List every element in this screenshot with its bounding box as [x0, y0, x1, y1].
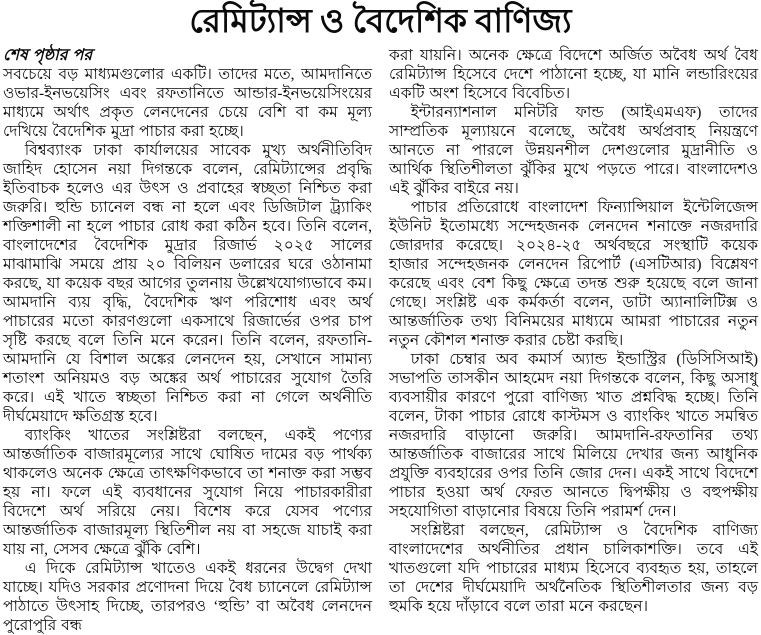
article-paragraph: সংশ্লিষ্টরা বলছেন, রেমিট্যান্স ও বৈদেশিক বাণিজ্য বাংলাদেশের অর্থনীতির প্রধান চালিকাশক্তি। তবে এই খাতগুলো যদি পাচারের মাধ্যম হিসেবে ব্যবহৃত হয়, তাহলে তা দেশের দীর্ঘমেয়াদি অর্থনৈতিক স্থিতিশীলতার জন্য বড় হুমকি হয়ে দাঁড়াবে বলে তারা মনে করছেন। [389, 522, 758, 615]
continuation-note: শেষ পৃষ্ঠার পর [3, 47, 93, 64]
article-paragraph: সবচেয়ে বড় মাধ্যমগুলোর একটি। তাদের মতে, আমদানিতে ওভার-ইনভয়েসিং এবং রফতানিতে আন্ডার-ইনভয়েসিংয়ের মাধ্যমে অর্থাৎ প্রকৃত লেনদেনের চেয়ে বেশি বা কম মূল্য দেখিয়ে বৈদেশিক মুদ্রা পাচার করা হচ্ছে। [3, 66, 372, 140]
article-title: রেমিট্যান্স ও বৈদেশিক বাণিজ্য [189, 4, 572, 40]
article-paragraph: ঢাকা চেম্বার অব কমার্স অ্যান্ড ইন্ডাস্ট্রির (ডিসিসিআই) সভাপতি তাসকীন আহমেদ নয়া দিগন্তকে বলেন, কিছু অসাধু ব্যবসায়ীর কারণে পুরো বাণিজ্য খাত প্রশ্নবিদ্ধ হচ্ছে। তিনি বলেন, টাকা পাচার রোধে কাস্টমস ও ব্যাংকিং খাতে সমন্বিত নজরদারি বাড়ানো জরুরি। আমদানি-রফতানির তথ্য আন্তর্জাতিক বাজারের সাথে মিলিয়ে দেখার জন্য আধুনিক প্রযুক্তি ব্যবহারের ওপর তিনি জোর দেন। একই সাথে বিদেশে পাচার হওয়া অর্থ ফেরত আনতে দ্বিপক্ষীয় ও বহুপক্ষীয় সহযোগিতা বাড়ানোর বিষয়ে তিনি পরামর্শ দেন। [389, 351, 758, 520]
article-paragraph: ইন্টারন্যাশনাল মনিটরি ফান্ড (আইএমএফ) তাদের সাম্প্রতিক মূল্যায়নে বলেছে, অবৈধ অর্থপ্রবাহ নিয়ন্ত্রণে আনতে না পারলে উন্নয়নশীল দেশগুলোর মুদ্রানীতি ও আর্থিক স্থিতিশীলতা ঝুঁকির মুখে পড়তে পারে। বাংলাদেশও এই ঝুঁকির বাইরে নয়। [389, 104, 758, 197]
article-paragraph: ব্যাংকিং খাতের সংশ্লিষ্টরা বলছেন, একই পণ্যের আন্তর্জাতিক বাজারমূল্যের সাথে ঘোষিত দামের বড় পার্থক্য থাকলেও অনেক ক্ষেত্রে তাৎক্ষণিকভাবে তা শনাক্ত করা সম্ভব হয় না। ফলে এই ব্যবধানের সুযোগ নিয়ে পাচারকারীরা বিদেশে অর্থ সরিয়ে নেয়। বিশেষ করে যেসব পণ্যের আন্তর্জাতিক বাজারমূল্য স্থিতিশীল নয় বা সহজে যাচাই করা যায় না, সেসব ক্ষেত্রে ঝুঁকি বেশি। [3, 427, 372, 558]
article-paragraph: বিশ্বব্যাংক ঢাকা কার্যালয়ের সাবেক মুখ্য অর্থনীতিবিদ জাহিদ হোসেন নয়া দিগন্তকে বলেন, রেমিট্যান্সের প্রবৃদ্ধি ইতিবাচক হলেও এর উৎস ও প্রবাহের স্বচ্ছতা নিশ্চিত করা জরুরি। হুন্ডি চ্যানেল বন্ধ না হলে এবং ডিজিটাল ট্র্যাকিং শক্তিশালী না হলে পাচার রোধ করা কঠিন হবে। তিনি বলেন, বাংলাদেশের বৈদেশিক মুদ্রার রিজার্ভ ২০২৫ সালের মাঝামাঝি সময়ে প্রায় ২০ বিলিয়ন ডলারের ঘরে ওঠানামা করছে, যা কয়েক বছর আগের তুলনায় উল্লেখযোগ্যভাবে কম। আমদানি ব্যয় বৃদ্ধি, বৈদেশিক ঋণ পরিশোধ এবং অর্থ পাচারের মতো কারণগুলো একসাথে রিজার্ভের ওপর চাপ সৃষ্টি করছে বলে তিনি মনে করেন। তিনি বলেন, রফতানি-আমদানি যে বিশাল অঙ্কের লেনদেন হয়, সেখানে সামান্য শতাংশ অনিয়মও বড় অঙ্কের অর্থ পাচারের সুযোগ তৈরি করে। এই খাতে স্বচ্ছতা নিশ্চিত করা না গেলে অর্থনীতি দীর্ঘমেয়াদে ক্ষতিগ্রস্ত হবে। [3, 142, 372, 425]
article-column-left [3, 46, 372, 635]
article-column-right [389, 46, 758, 635]
article-paragraph: করা যায়নি। অনেক ক্ষেত্রে বিদেশে অর্জিত অবৈধ অর্থ বৈধ রেমিট্যান্স হিসেবে দেশে পাঠানো হচ্ছে, যা মানি লন্ডারিংয়ের একটি অংশ হিসেবে বিবেচিত। [389, 47, 758, 102]
article-paragraph: পাচার প্রতিরোধে বাংলাদেশ ফিন্যান্সিয়াল ইন্টেলিজেন্স ইউনিট ইতোমধ্যে সন্দেহজনক লেনদেন শনাক্তে নজরদারি জোরদার করেছে। ২০২৪-২৫ অর্থবছরে সংস্থাটি কয়েক হাজার সন্দেহজনক লেনদেন রিপোর্ট (এসটিআর) বিশ্লেষণ করেছে এবং বেশ কিছু ক্ষেত্রে তদন্ত শুরু হয়েছে বলে জানা গেছে। সংশ্লিষ্ট এক কর্মকর্তা বলেন, ডাটা অ্যানালিটিক্স ও আন্তর্জাতিক তথ্য বিনিময়ের মাধ্যমে আমরা পাচারের নতুন নতুন কৌশল শনাক্ত করার চেষ্টা করছি। [389, 199, 758, 349]
article-paragraph: এ দিকে রেমিট্যান্স খাতেও একই ধরনের উদ্বেগ দেখা যাচ্ছে। যদিও সরকার প্রণোদনা দিয়ে বৈধ চ্যানেলে রেমিট্যান্স পাঠাতে উৎসাহ দিচ্ছে, তারপরও ‘হুন্ডি’ বা অবৈধ লেনদেন পুরোপুরি বন্ধ [3, 560, 372, 634]
article-body [3, 46, 758, 635]
